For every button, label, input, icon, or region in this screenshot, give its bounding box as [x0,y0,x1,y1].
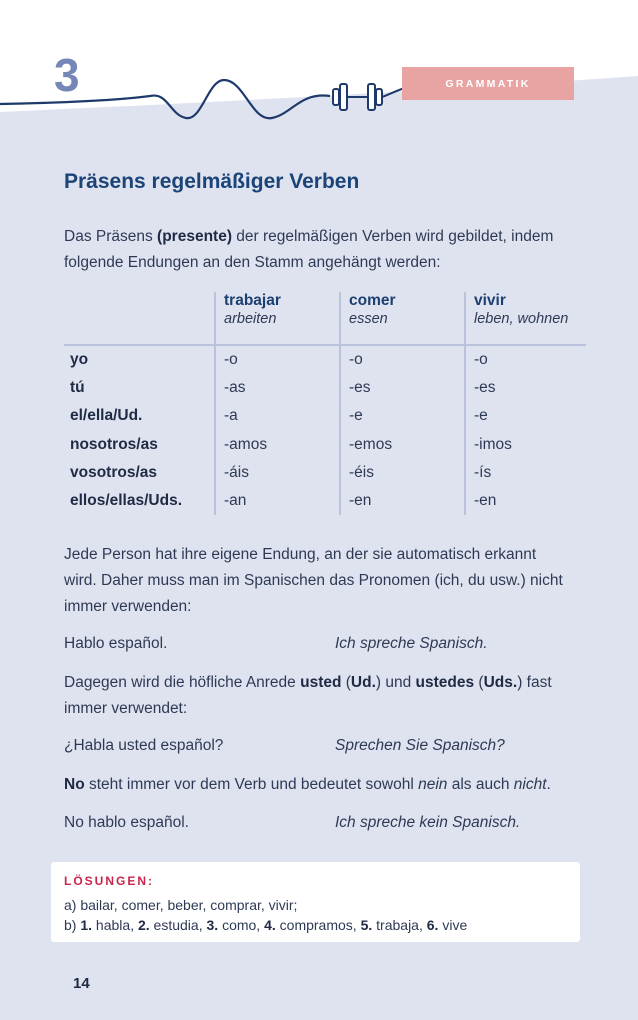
table-row: tú -as -es -es [64,374,586,402]
solutions-line-a: a) bailar, comer, beber, comprar, vivir; [64,897,298,913]
table-row: ellos/ellas/Uds. -an -en -en [64,487,586,515]
solutions-line-b: b) 1. habla, 2. estudia, 3. como, 4. compramos, 5. trabaja, 6. vive [64,917,468,933]
column-header-comer: comer essen [340,292,465,345]
chapter-number: 3 [54,49,80,101]
example-spanish: No hablo español. [64,814,189,831]
example-spanish: ¿Habla usted español? [64,737,224,754]
column-header-trabajar: trabajar arbeiten [215,292,340,345]
negation-paragraph: No steht immer vor dem Verb und bedeutet sowohl nein als auch nicht. [64,776,551,793]
example-german: Sprechen Sie Spanisch? [335,737,505,754]
section-tag: GRAMMATIK [402,67,574,100]
header-empty-cell [64,292,215,345]
column-header-vivir: vivir leben, wohnen [465,292,586,345]
explanation-paragraph: Jede Person hat ihre eigene Endung, an der sie automatisch erkannt wird. Daher muss man im Spanischen das Pronomen (ich, du usw.) nicht immer verwenden: [64,546,563,615]
example-german: Ich spreche Spanisch. [335,635,488,652]
table-row: nosotros/as -amos -emos -imos [64,431,586,459]
solutions-box [51,862,580,942]
example-german: Ich spreche kein Spanisch. [335,814,521,831]
solutions-label: LÖSUNGEN: [64,874,154,888]
polite-form-paragraph: Dagegen wird die höfliche Anrede usted (Ud.) und ustedes (Uds.) fast immer verwendet: [64,674,552,717]
table-row: yo -o -o -o [64,346,586,374]
page-number: 14 [73,975,90,992]
intro-paragraph: Das Präsens (presente) der regelmäßigen Verben wird gebildet, indem folgende Endungen an den Stamm angehängt werden: [64,228,554,271]
example-spanish: Hablo español. [64,635,168,652]
page-title: Präsens regelmäßiger Verben [64,170,360,193]
table-row: vosotros/as -áis -éis -ís [64,459,586,487]
conjugation-table [64,292,586,515]
table-row: el/ella/Ud. -a -e -e [64,402,586,430]
